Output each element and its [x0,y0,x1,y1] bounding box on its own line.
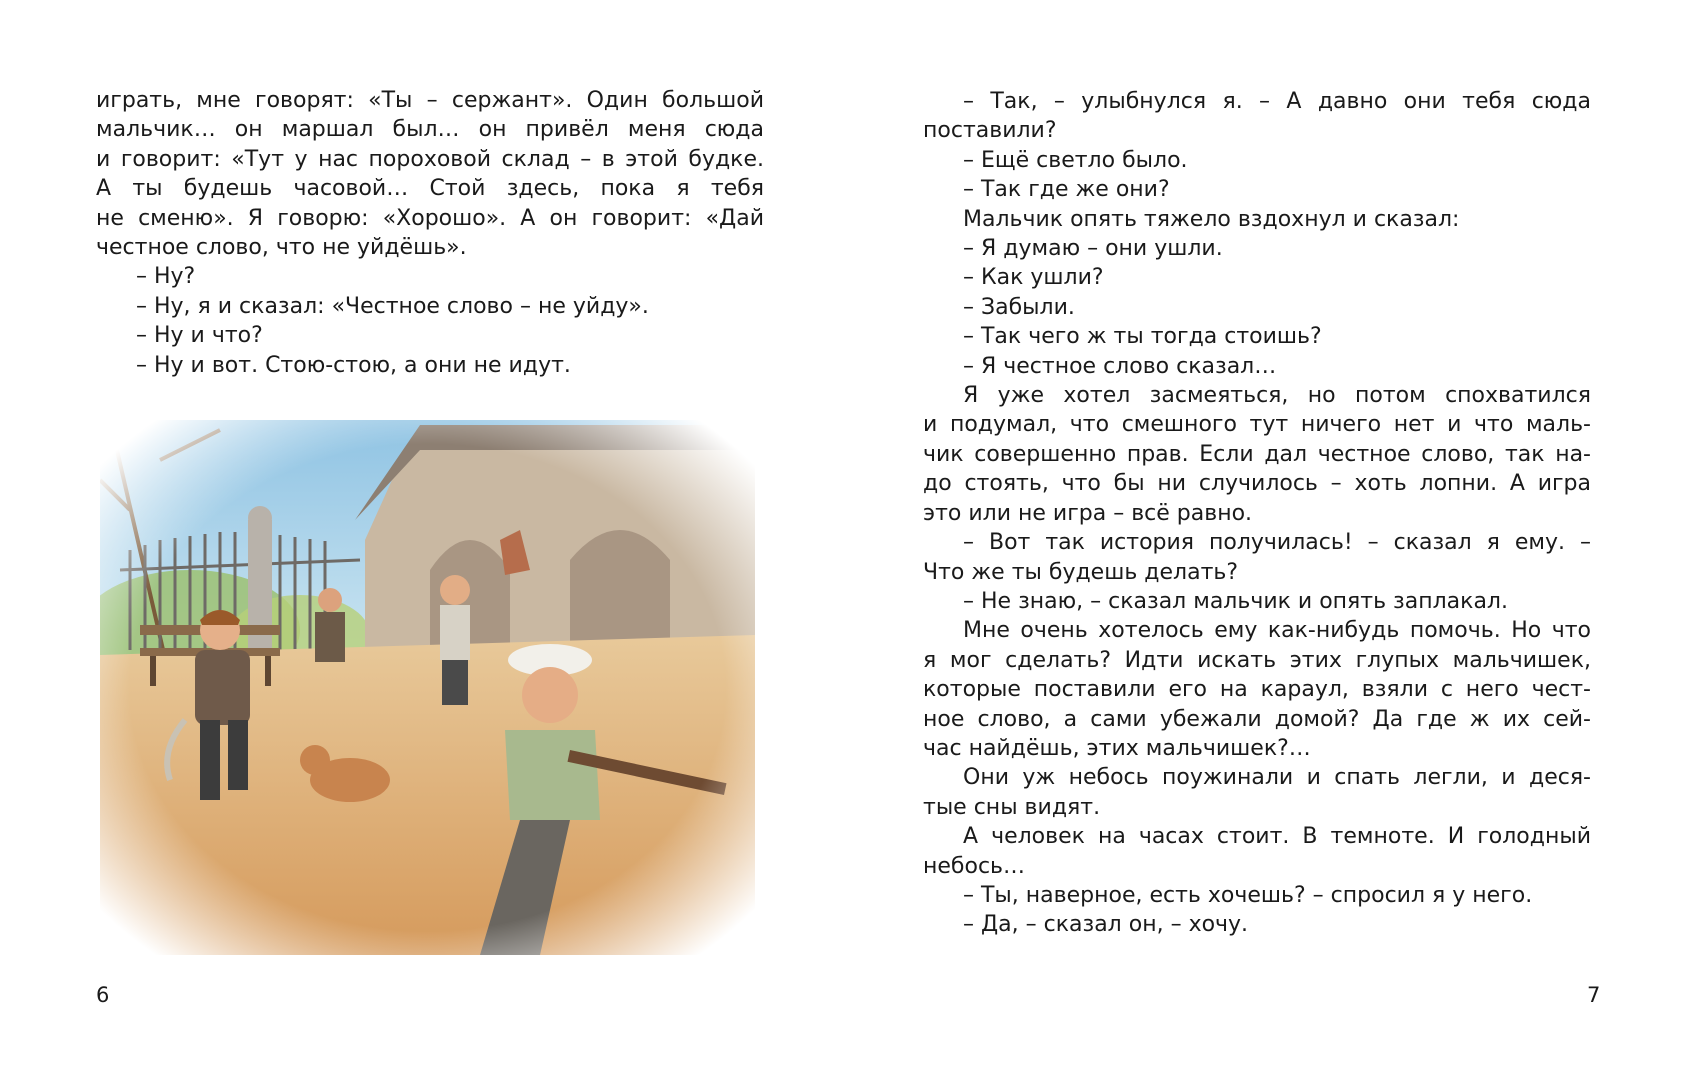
text-line: час найдёшь, этих мальчишек?… [923,735,1311,761]
text-line: небось… [923,853,1026,879]
text-line: – Да, – сказал он, – хочу. [963,912,1249,938]
text-line: – Ну? [136,264,196,290]
page-number-left: 6 [96,983,110,1007]
text-line: ное слово, а сами убежали домой? Да где ж их сей- [923,706,1591,732]
text-line: Я уже хотел засмеяться, но потом спохватился [963,383,1591,409]
text-line: – Так где же они? [963,177,1170,203]
text-line: Что же ты будешь делать? [923,559,1239,585]
text-line: – Я честное слово сказал… [963,353,1277,379]
text-line: и говорит: «Тут у нас пороховой склад – в этой будке. [96,146,764,172]
text-line: и подумал, что смешного тут ничего нет и что маль- [923,412,1591,438]
left-page-text [96,86,764,380]
text-line: – Я думаю – они ушли. [963,236,1223,262]
left-page [0,0,843,1080]
right-page [843,0,1687,1080]
text-line: которые поставили его на караул, взяли с него чест- [923,677,1591,703]
text-line: Они уж небось поужинали и спать легли, и деся- [963,765,1591,791]
text-line: – Ну и вот. Стою-стою, а они не идут. [136,352,571,378]
text-line: честное слово, что не уйдёшь». [96,235,467,261]
text-line: играть, мне говорят: «Ты – сержант». Один большой [96,88,764,113]
text-line: – Ещё светло было. [963,147,1188,173]
text-line: тые сны видят. [923,794,1101,820]
text-line: это или не игра – всё равно. [923,500,1253,526]
text-line: не сменю». Я говорю: «Хорошо». А он говорит: «Дай [96,205,764,231]
text-line: – Ты, наверное, есть хочешь? – спросил я у него. [963,882,1533,908]
text-line: – Вот так история получилась! – сказал я ему. – [963,530,1591,556]
text-line: – Забыли. [963,294,1075,320]
text-line: – Ну и что? [136,323,263,349]
text-line: до стоять, что бы ни случилось – хоть лопни. А игра [923,471,1591,497]
text-line: А человек на часах стоит. В темноте. И голодный [963,824,1591,850]
text-line: поставили? [923,118,1057,144]
text-line: – Так чего ж ты тогда стоишь? [963,324,1322,350]
right-page-text [923,87,1591,940]
text-line: Мне очень хотелось ему как-нибудь помочь. Но что [963,618,1591,644]
text-line: – Не знаю, – сказал мальчик и опять заплакал. [963,588,1508,614]
children-playing-illustration [100,420,755,955]
text-line: Мальчик опять тяжело вздохнул и сказал: [963,206,1460,232]
text-line: чик совершенно прав. Если дал честное слово, так на- [923,441,1591,467]
text-line: мальчик… он маршал был… он привёл меня сюда [96,117,764,143]
text-line: А ты будешь часовой… Стой здесь, пока я тебя [96,176,764,202]
text-line: я мог сделать? Идти искать этих глупых мальчишек, [923,647,1591,673]
text-line: – Ну, я и сказал: «Честное слово – не уйду». [136,293,649,319]
illustration-drawing [100,420,755,955]
text-line: – Как ушли? [963,265,1104,291]
text-line: – Так, – улыбнулся я. – А давно они тебя сюда [963,89,1591,114]
page-number-right: 7 [1587,983,1601,1007]
